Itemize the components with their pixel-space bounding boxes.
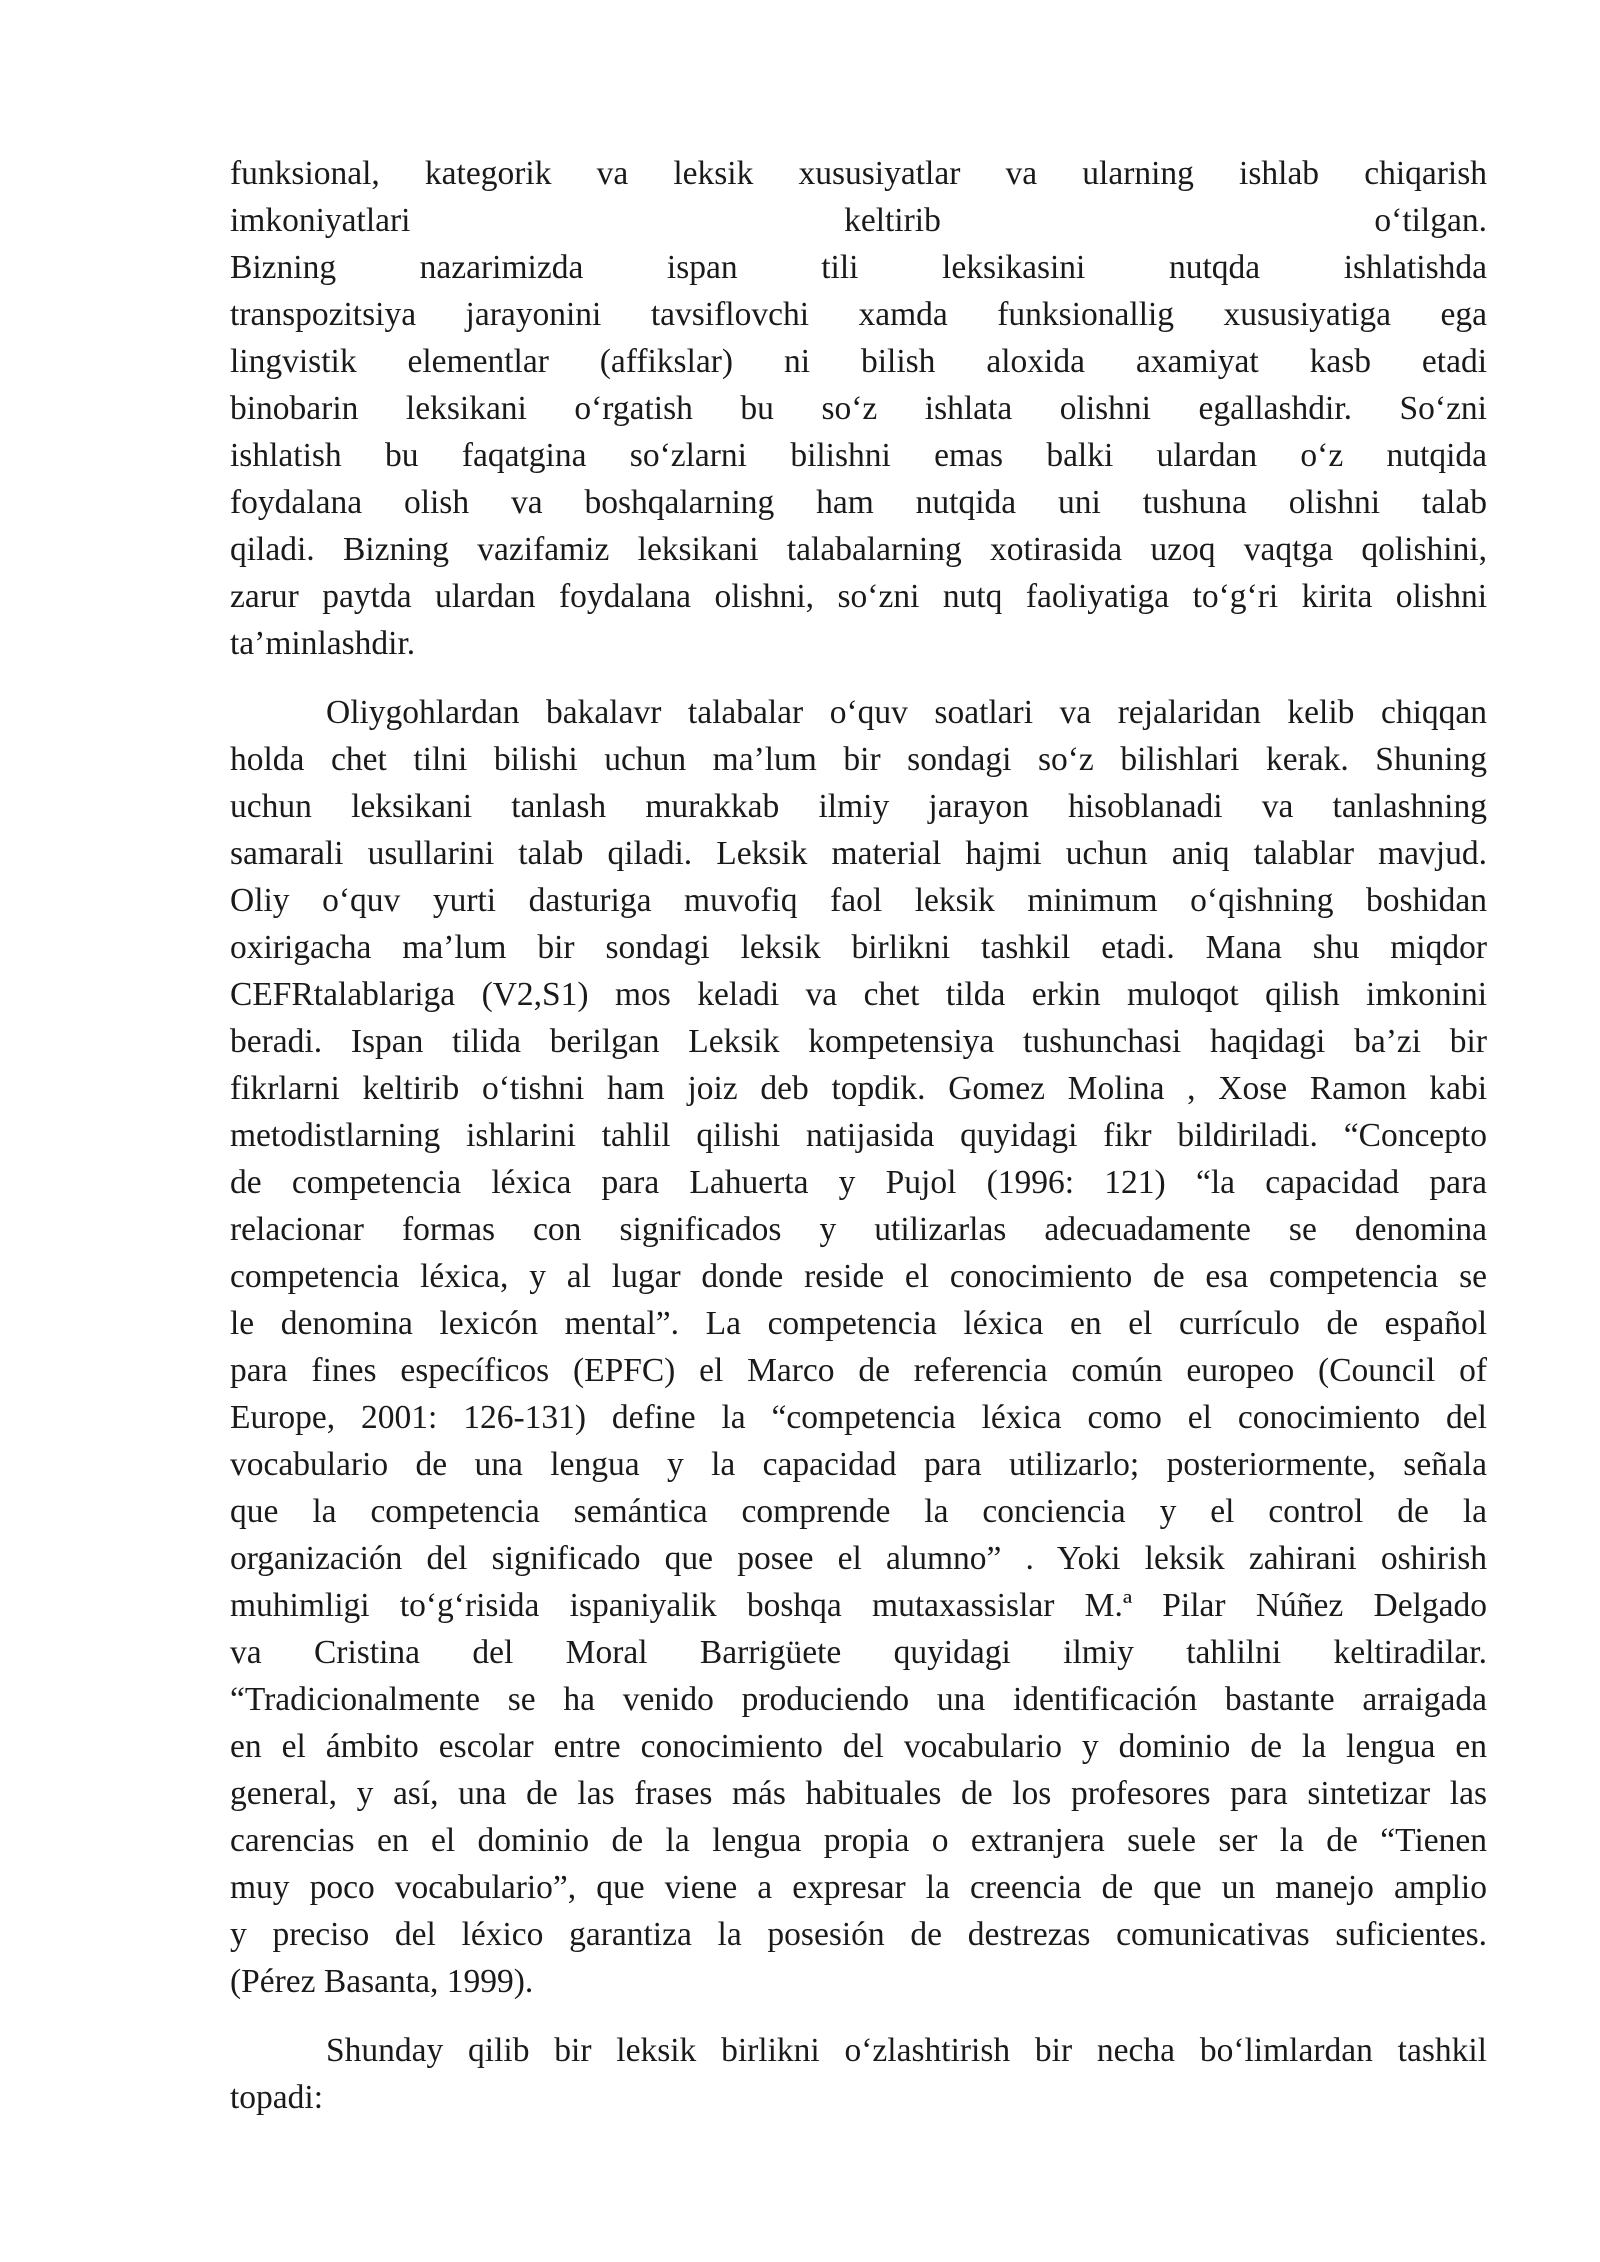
text-line: y preciso del léxico garantiza la posesión de destrezas comunicativas suficientes. [230,1916,1487,1953]
text-line: fikrlarni keltirib o‘tishni ham joiz deb topdik. Gomez Molina , Xose Ramon kabi [230,1070,1487,1107]
text-line: le denomina lexicón mental”. La competencia léxica en el currículo de español [230,1305,1487,1342]
text-line: samarali usullarini talab qiladi. Leksik material hajmi uchun aniq talablar mavjud. [230,835,1487,872]
text-line: (Pérez Basanta, 1999). [230,1963,534,2000]
text-line: holda chet tilni bilishi uchun ma’lum bir sondagi so‘z bilishlari kerak. Shuning [230,741,1487,778]
text-line: beradi. Ispan tilida berilgan Leksik kompetensiya tushunchasi haqidagi ba’zi bir [230,1023,1487,1060]
text-line: Shunday qilib bir leksik birlikni o‘zlashtirish bir necha bo‘limlardan tashkil [326,2032,1487,2069]
text-line: muy poco vocabulario”, que viene a expresar la creencia de que un manejo amplio [230,1869,1487,1906]
text-line: vocabulario de una lengua y la capacidad para utilizarlo; posteriormente, señala [230,1446,1487,1483]
text-line: general, y así, una de las frases más habituales de los profesores para sintetizar las [230,1775,1487,1812]
body-paragraph [230,2027,1487,2121]
text-line: en el ámbito escolar entre conocimiento del vocabulario y dominio de la lengua en [230,1728,1487,1765]
text-line: binobarin leksikani o‘rgatish bu so‘z ishlata olishni egallashdir. So‘zni [230,390,1487,427]
text-line: “Tradicionalmente se ha venido produciendo una identificación bastante arraigada [230,1681,1487,1718]
text-line: de competencia léxica para Lahuerta y Pujol (1996: 121) “la capacidad para [230,1164,1487,1201]
text-line: organización del significado que posee el alumno” . Yoki leksik zahirani oshirish [230,1540,1487,1577]
body-paragraph [230,689,1487,2005]
text-line: zarur paytda ulardan foydalana olishni, so‘zni nutq faoliyatiga to‘g‘ri kirita olishni [230,578,1487,615]
text-line: Oliygohlardan bakalavr talabalar o‘quv soatlari va rejalaridan kelib chiqqan [326,694,1487,731]
text-line: carencias en el dominio de la lengua propia o extranjera suele ser la de “Tienen [230,1822,1487,1859]
text-line: Europe, 2001: 126-131) define la “competencia léxica como el conocimiento del [230,1399,1487,1436]
text-line: imkoniyatlari keltirib o‘tilgan. [230,202,1487,239]
text-line: metodistlarning ishlarini tahlil qilishi natijasida quyidagi fikr bildiriladi. “Concepto [230,1117,1487,1154]
text-line: Bizning nazarimizda ispan tili leksikasini nutqda ishlatishda [230,249,1487,286]
text-line: foydalana olish va boshqalarning ham nutqida uni tushuna olishni talab [230,484,1487,521]
text-line: ta’minlashdir. [230,625,416,662]
body-paragraph [230,150,1487,667]
text-line: para fines específicos (EPFC) el Marco de referencia común europeo (Council of [230,1352,1487,1389]
text-line: ishlatish bu faqatgina so‘zlarni bilishni emas balki ulardan o‘z nutqida [230,437,1487,474]
text-line: qiladi. Bizning vazifamiz leksikani talabalarning xotirasida uzoq vaqtga qolishini, [230,531,1487,568]
text-line: transpozitsiya jarayonini tavsiflovchi xamda funksionallig xususiyatiga ega [230,296,1487,333]
text-line: oxirigacha ma’lum bir sondagi leksik birlikni tashkil etadi. Mana shu miqdor [230,929,1487,966]
text-line: funksional, kategorik va leksik xususiyatlar va ularning ishlab chiqarish [230,155,1487,192]
text-line: relacionar formas con significados y utilizarlas adecuadamente se denomina [230,1211,1487,1248]
text-line: competencia léxica, y al lugar donde reside el conocimiento de esa competencia se [230,1258,1487,1295]
text-line: CEFRtalablariga (V2,S1) mos keladi va chet tilda erkin muloqot qilish imkonini [230,976,1487,1013]
text-line: muhimligi to‘g‘risida ispaniyalik boshqa mutaxassislar M.ª Pilar Núñez Delgado [230,1587,1487,1624]
text-line: que la competencia semántica comprende la conciencia y el control de la [230,1493,1487,1530]
text-line: topadi: [230,2079,324,2116]
text-line: Oliy o‘quv yurti dasturiga muvofiq faol leksik minimum o‘qishning boshidan [230,882,1487,919]
text-line: uchun leksikani tanlash murakkab ilmiy jarayon hisoblanadi va tanlashning [230,788,1487,825]
document-page [230,150,1487,2121]
text-line: lingvistik elementlar (affikslar) ni bilish aloxida axamiyat kasb etadi [230,343,1487,380]
text-line: va Cristina del Moral Barrigüete quyidagi ilmiy tahlilni keltiradilar. [230,1634,1487,1671]
